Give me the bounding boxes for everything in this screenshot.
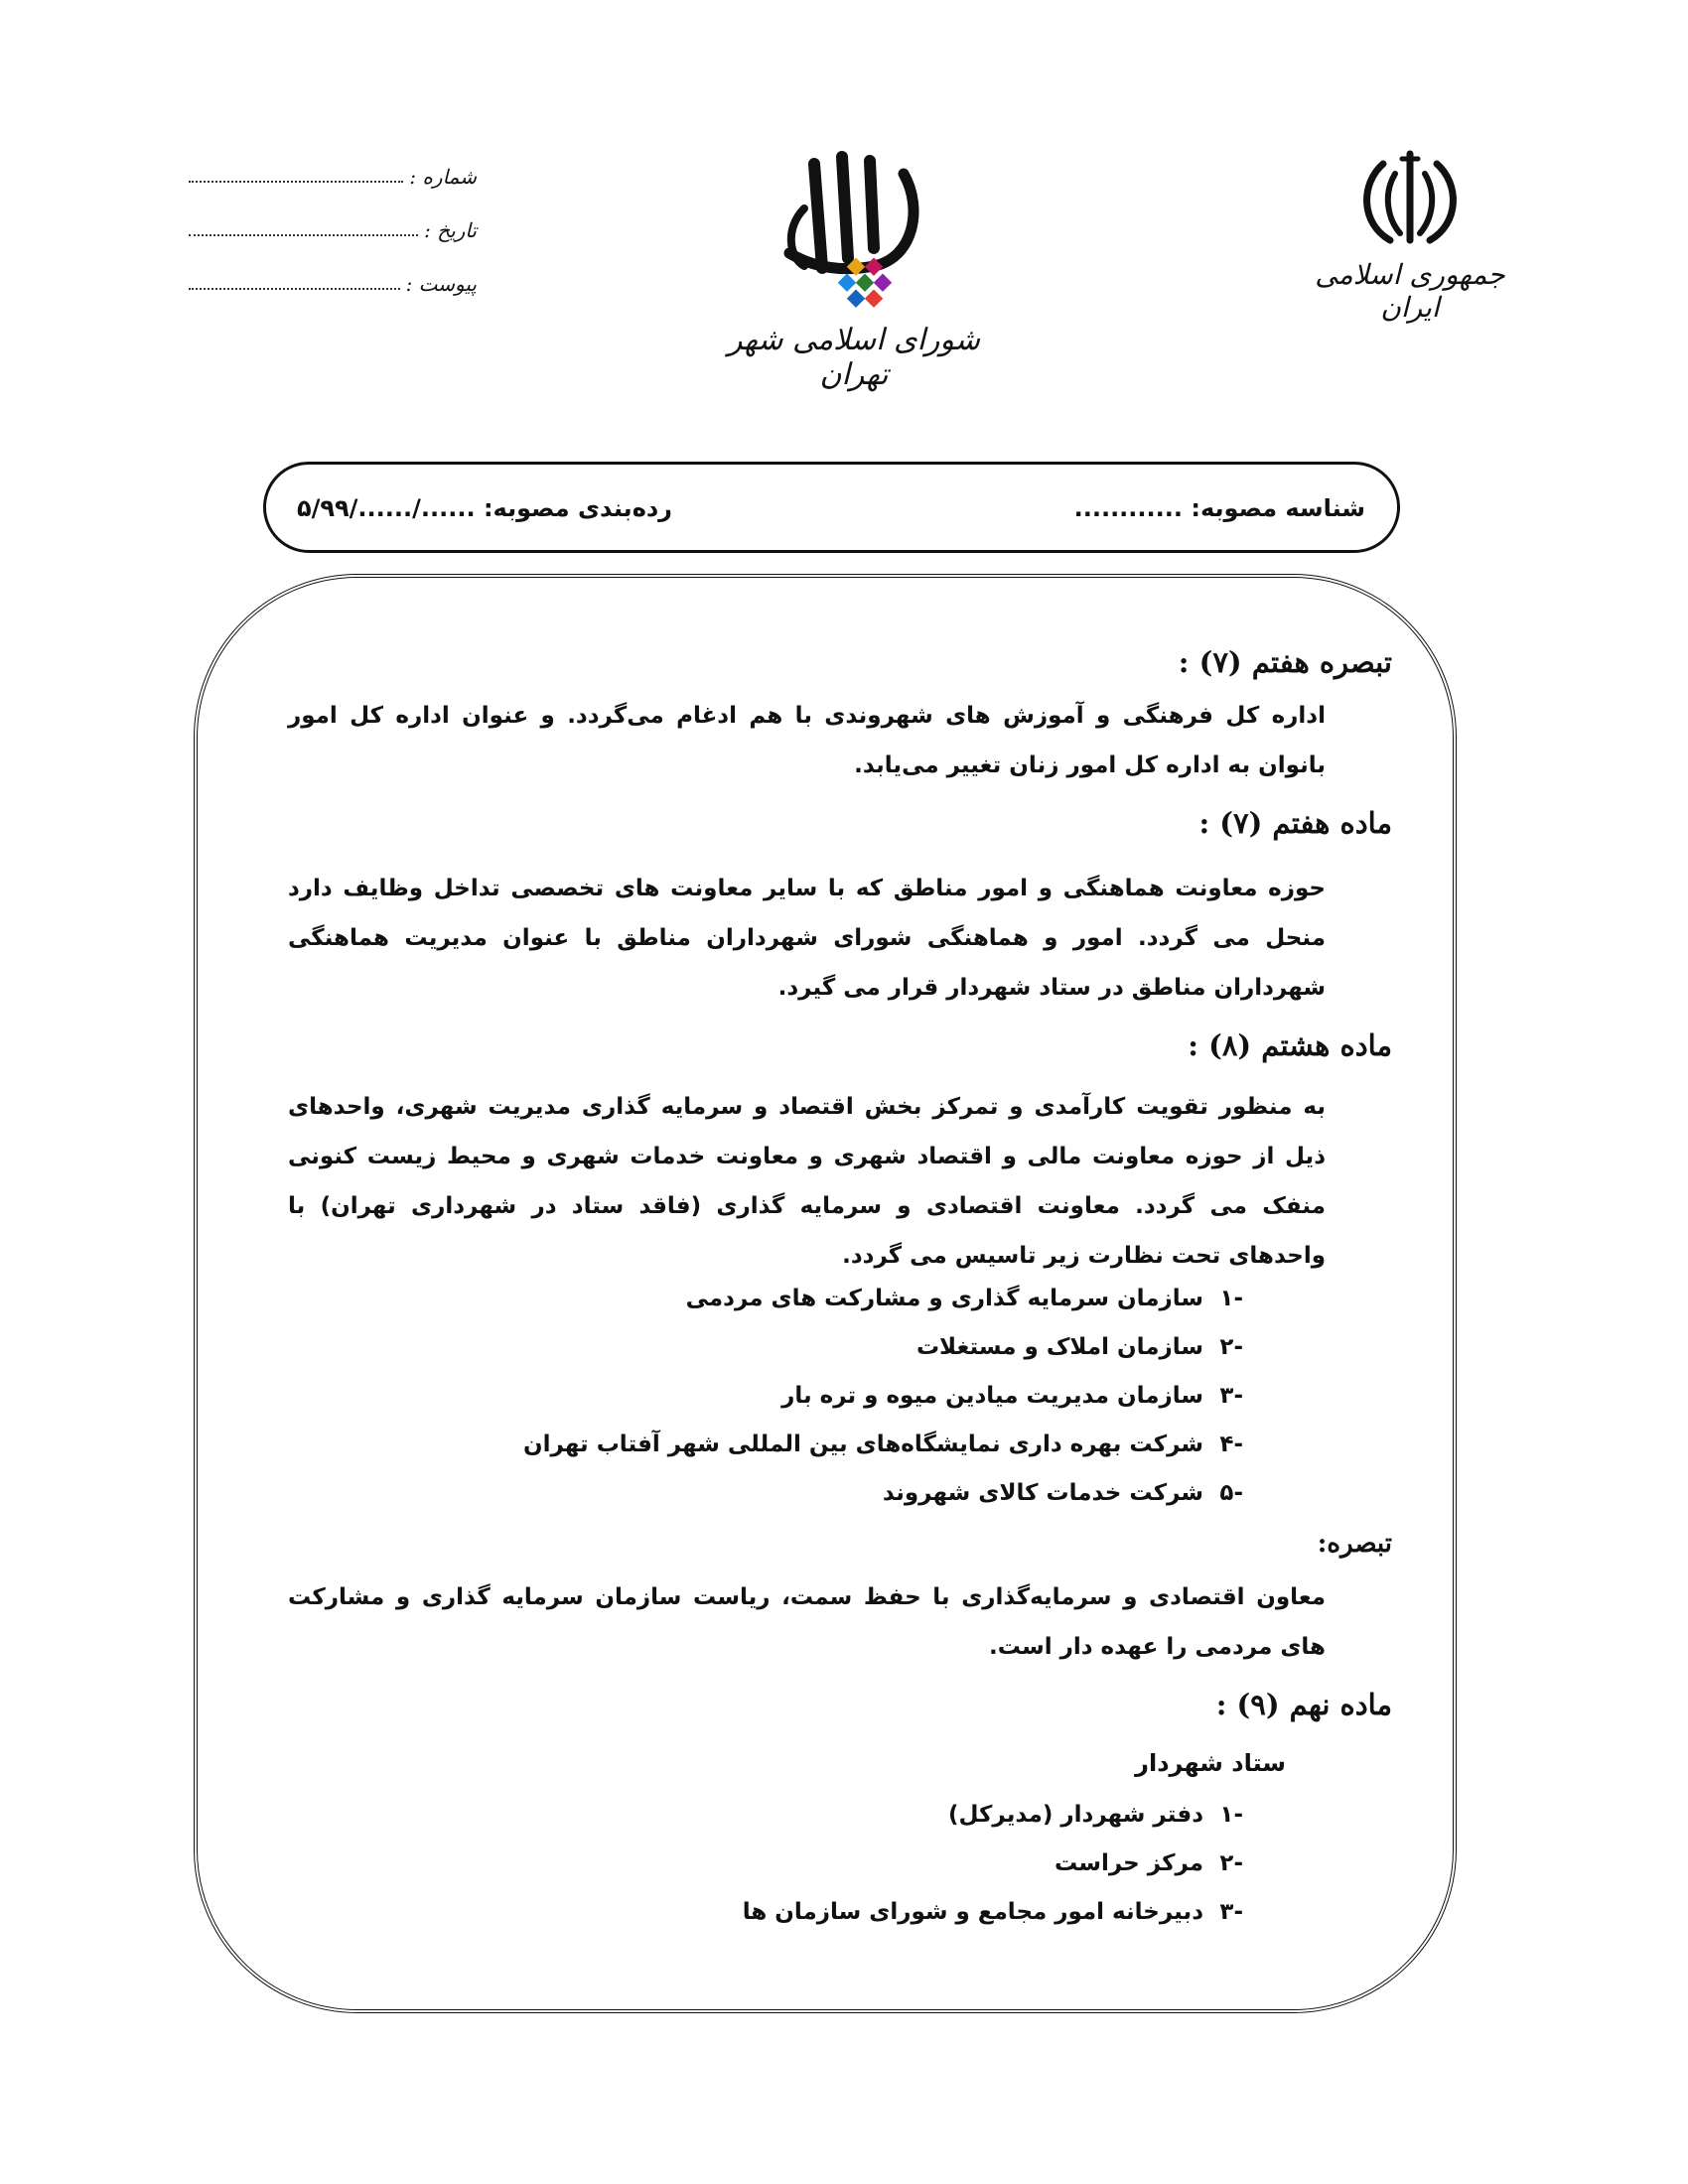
- note-text: معاون اقتصادی و سرمایه‌گذاری با حفظ سمت، ریاست سازمان سرمایه گذاری و مشارکت های مردمی را عهده دار است.: [288, 1584, 1326, 1660]
- article8-list-item: [781, 1383, 1243, 1409]
- article9-heading: ماده نهم (۹) :: [1215, 1688, 1392, 1721]
- article7-body: [288, 864, 1326, 1013]
- republic-emblem: [1311, 149, 1509, 324]
- article8-list-item: [523, 1432, 1243, 1457]
- list-number: -۴: [1219, 1432, 1243, 1457]
- article9-list-item: [1055, 1850, 1243, 1876]
- number-field: [189, 159, 477, 189]
- article8-body: [288, 1082, 1326, 1281]
- list-text: سازمان مدیریت میادین میوه و تره بار: [781, 1383, 1203, 1409]
- republic-name: جمهوری اسلامی ایران: [1315, 258, 1505, 324]
- article9-list-item: [743, 1899, 1243, 1925]
- list-text: دبیرخانه امور مجامع و شورای سازمان ها: [742, 1899, 1203, 1925]
- note7-heading: تبصره هفتم (۷) :: [1178, 645, 1392, 679]
- article8-list-item: [916, 1334, 1243, 1360]
- list-number: -۲: [1219, 1850, 1243, 1876]
- attachment-blank: [189, 288, 400, 290]
- attachment-field: [189, 266, 477, 296]
- resolution-category: رده‌بندی مصوبه: ....../....../۵/۹۹: [296, 494, 672, 522]
- list-number: -۲: [1219, 1334, 1243, 1360]
- list-number: -۳: [1219, 1383, 1243, 1409]
- date-label: تاریخ :: [424, 218, 477, 242]
- list-number: -۱: [1219, 1802, 1243, 1828]
- article9-subheading: ستاد شهردار: [1135, 1749, 1286, 1777]
- list-text: شرکت بهره داری نمایشگاه‌های بین المللی شهر آفتاب تهران: [523, 1432, 1203, 1457]
- council-logo: [715, 149, 993, 392]
- list-number: -۱: [1219, 1286, 1243, 1311]
- article7-heading: ماده هفتم (۷) :: [1198, 806, 1392, 840]
- classification-bar: [263, 462, 1400, 553]
- number-label: شماره :: [409, 165, 477, 189]
- article7-text: حوزه معاونت هماهنگی و امور مناطق که با سایر معاونت های تخصصی تداخل وظایف دارد منحل می گردد. امور و هماهنگی شورای شهرداران مناطق با عنوان مدیریت هماهنگی شهرداران مناطق در ستاد شهردار قرار می گیرد.: [288, 876, 1326, 1001]
- emblem-icon: [1355, 149, 1465, 248]
- article8-heading: ماده هشتم (۸) :: [1188, 1028, 1392, 1062]
- note-heading: تبصره:: [1317, 1529, 1392, 1559]
- article8-text: به منظور تقویت کارآمدی و تمرکز بخش اقتصاد و سرمایه گذاری مدیریت شهری، واحدهای ذیل از حوزه معاونت مالی و اقتصاد شهری و معاونت خدمات شهری و محیط زیست کنونی منفک می گردد. معاونت اقتصادی و سرمایه گذاری (فاقد ستاد در شهرداری تهران) با واحدهای تحت نظارت زیر تاسیس می گردد.: [288, 1094, 1326, 1269]
- council-name: شورای اسلامی شهر تهران: [728, 323, 980, 392]
- number-blank: [189, 181, 403, 183]
- list-text: سازمان املاک و مستغلات: [915, 1334, 1203, 1360]
- list-text: مرکز حراست: [1055, 1850, 1203, 1876]
- article8-list-item: [883, 1480, 1243, 1506]
- article8-list-item: [686, 1286, 1243, 1311]
- list-text: شرکت خدمات کالای شهروند: [882, 1480, 1203, 1506]
- council-mark-icon: [774, 149, 953, 318]
- resolution-id: شناسه مصوبه: ............: [1073, 494, 1365, 522]
- article9-list-item: [948, 1802, 1243, 1828]
- note7-text: اداره کل فرهنگی و آموزش های شهروندی با هم ادغام می‌گردد. و عنوان اداره کل امور بانوان به اداره کل امور زنان تغییر می‌یابد.: [288, 703, 1326, 778]
- list-text: دفتر شهردار (مدیرکل): [947, 1802, 1203, 1828]
- note7-body: [288, 691, 1326, 790]
- list-number: -۳: [1219, 1899, 1243, 1925]
- list-number: -۵: [1219, 1480, 1243, 1506]
- date-blank: [189, 234, 418, 236]
- attachment-label: پیوست :: [405, 272, 477, 296]
- list-text: سازمان سرمایه گذاری و مشارکت های مردمی: [685, 1286, 1203, 1311]
- note-body: [288, 1572, 1326, 1672]
- date-field: [189, 212, 477, 242]
